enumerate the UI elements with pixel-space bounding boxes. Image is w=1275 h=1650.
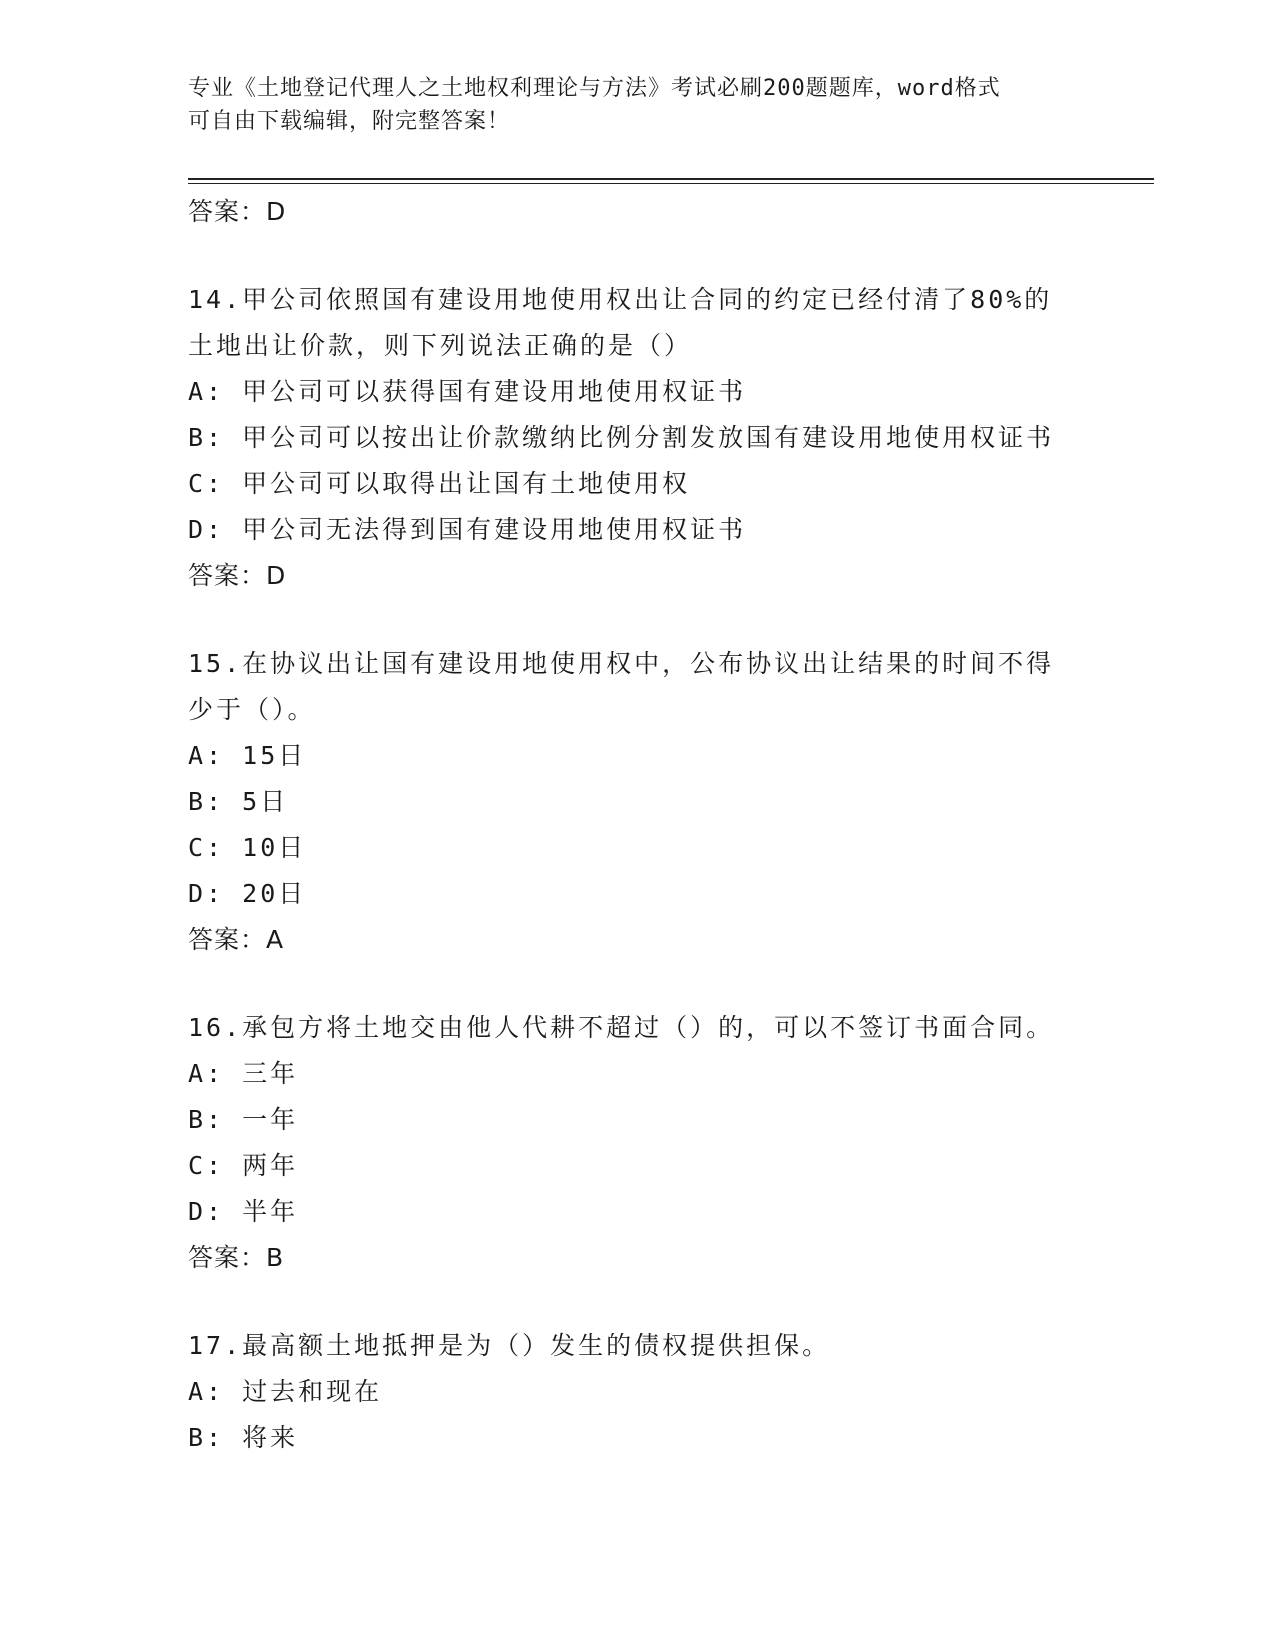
option-a: A: 甲公司可以获得国有建设用地使用权证书 (188, 377, 747, 406)
option-c: C: 10日 (188, 833, 307, 862)
option-d: D: 20日 (188, 879, 307, 908)
document-body (188, 189, 1088, 1461)
option-a: A: 三年 (188, 1059, 299, 1088)
question-stem: 15.在协议出让国有建设用地使用权中，公布协议出让结果的时间不得 (188, 649, 1055, 678)
option-b: B: 5日 (188, 787, 289, 816)
question-stem: 16.承包方将土地交由他人代耕不超过（）的，可以不签订书面合同。 (188, 1013, 1055, 1042)
option-b: B: 将来 (188, 1423, 299, 1452)
option-a: A: 过去和现在 (188, 1377, 383, 1406)
spacer (188, 599, 1088, 641)
question-16 (188, 1005, 1088, 1281)
answer: 答案：A (188, 925, 285, 954)
question-stem: 14.甲公司依照国有建设用地使用权出让合同的约定已经付清了80%的 (188, 285, 1053, 314)
header-divider-thin (188, 183, 1154, 184)
spacer (188, 963, 1088, 1005)
spacer (188, 1281, 1088, 1323)
option-a: A: 15日 (188, 741, 307, 770)
question-14 (188, 277, 1088, 599)
option-c: C: 甲公司可以取得出让国有土地使用权 (188, 469, 691, 498)
question-17 (188, 1323, 1088, 1461)
spacer (188, 235, 1088, 277)
option-b: B: 甲公司可以按出让价款缴纳比例分割发放国有建设用地使用权证书 (188, 423, 1055, 452)
previous-answer: 答案：D (188, 197, 287, 226)
header-line-1: 专业《土地登记代理人之土地权利理论与方法》考试必刷200题题库，word格式 (188, 76, 1001, 101)
question-stem: 17.最高额土地抵押是为（）发生的债权提供担保。 (188, 1331, 831, 1360)
question-15 (188, 641, 1088, 963)
header-divider-thick (188, 178, 1154, 180)
document-header (188, 72, 1088, 138)
option-d: D: 甲公司无法得到国有建设用地使用权证书 (188, 515, 747, 544)
option-d: D: 半年 (188, 1197, 299, 1226)
question-stem: 土地出让价款，则下列说法正确的是（） (188, 331, 693, 360)
header-line-2: 可自由下载编辑，附完整答案！ (188, 109, 511, 134)
question-stem: 少于（）。 (188, 695, 316, 724)
answer: 答案：D (188, 561, 287, 590)
option-c: C: 两年 (188, 1151, 299, 1180)
option-b: B: 一年 (188, 1105, 299, 1134)
answer: 答案：B (188, 1243, 285, 1272)
